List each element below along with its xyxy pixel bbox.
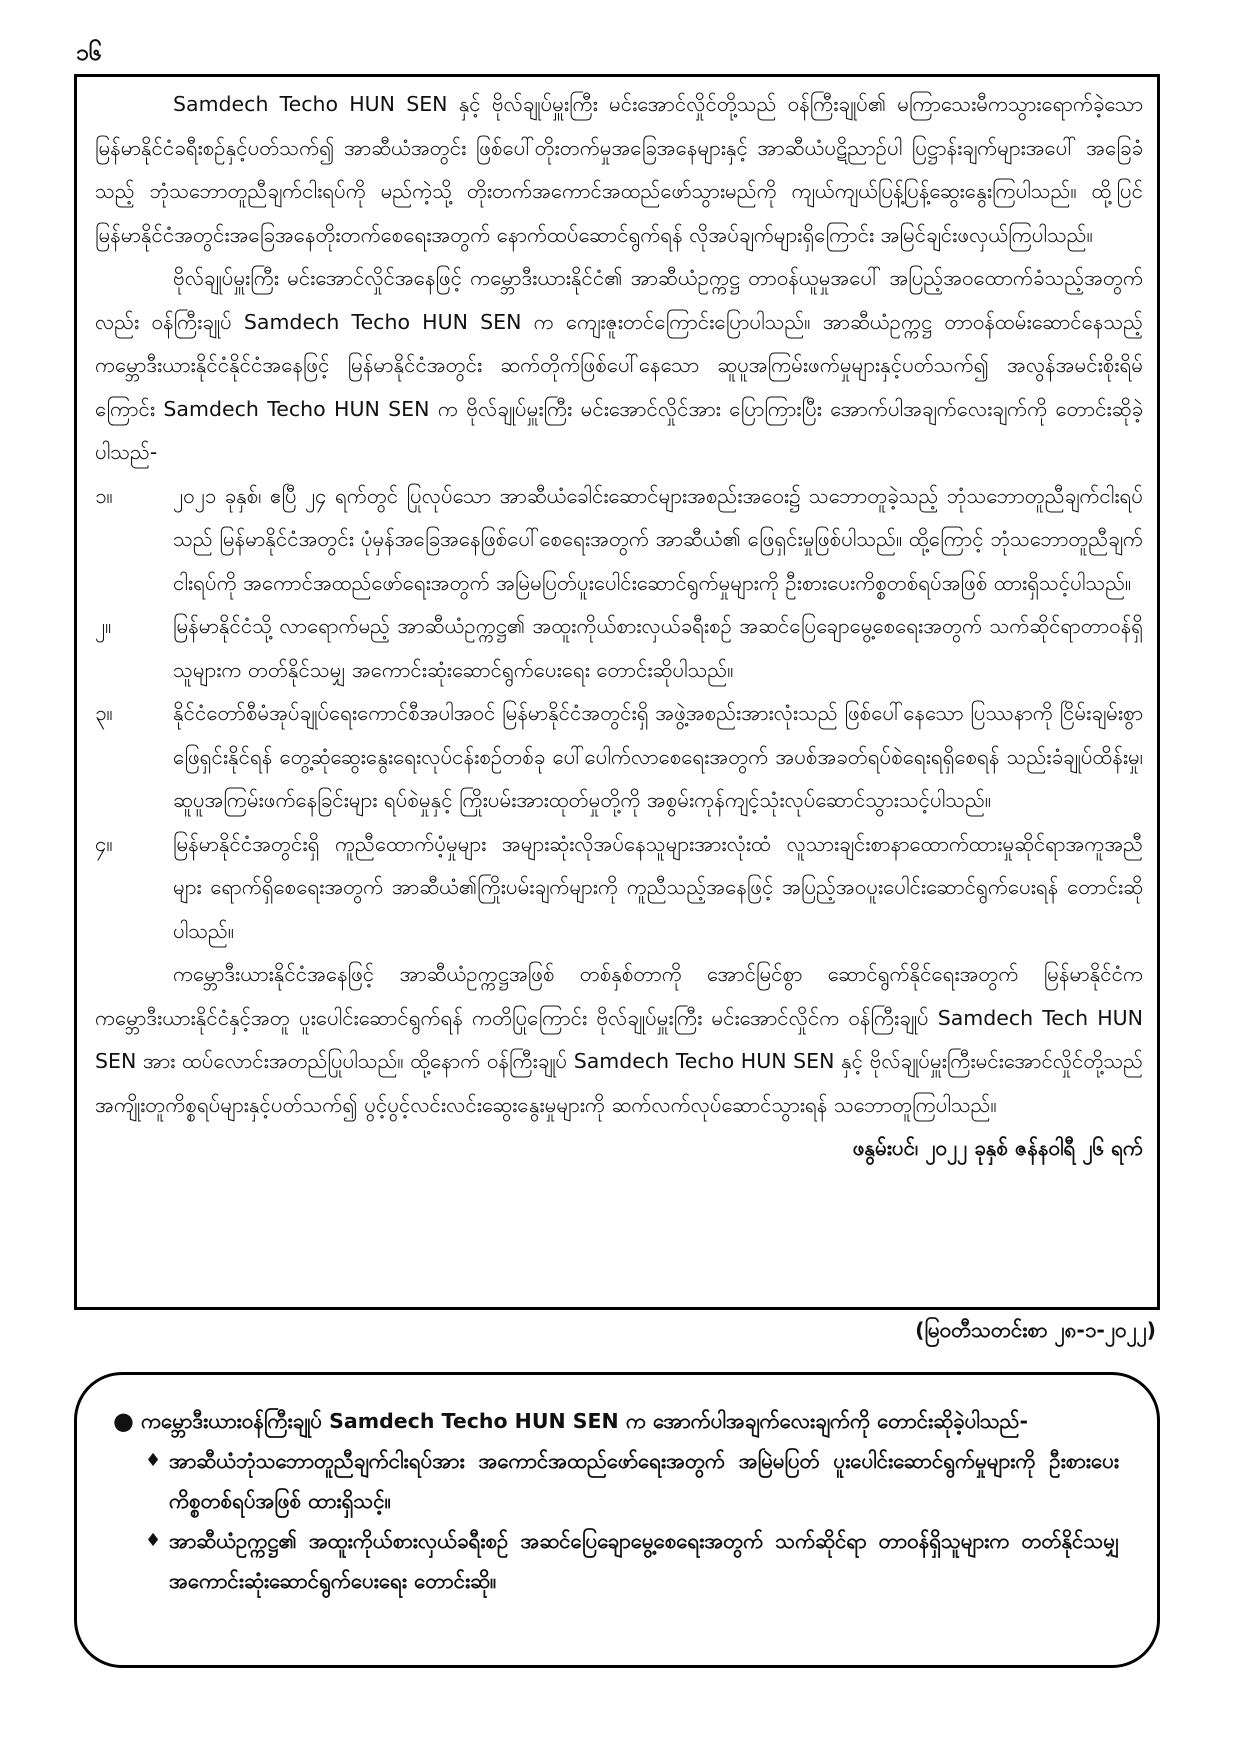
item-text: မြန်မာနိုင်ငံအတွင်းရှိ ကူညီထောက်ပံ့မှုများ အများဆုံးလိုအပ်နေသူများအားလုံးထံ လူသားချင်းစာနာထောက်ထားမှုဆိုင်ရာအကူအညီများ ရောက်ရှိစေရေးအတွက် အာဆီယံ၏ကြိုးပမ်းချက်များကို ကူညီသည့်အနေဖြင့် အပြည့်အဝပူးပေါင်းဆောင်ရွက်ပေးရန် တောင်းဆိုပါသည်။	[173, 831, 1143, 943]
summary-point-text: အာဆီယံဘုံသဘောတူညီချက်ငါးရပ်အား အကောင်အထည်ဖော်ရေးအတွက် အမြဲမပြတ် ပူးပေါင်းဆောင်ရွက်မှုများကို ဦးစားပေးကိစ္စတစ်ရပ်အဖြစ် ထားရှိသင့်။	[169, 1449, 1119, 1513]
item-number: ၃။	[95, 701, 113, 725]
article-paragraph-2: ဗိုလ်ချုပ်မှူးကြီး မင်းအောင်လှိုင်အနေဖြင့် ကမ္ဘောဒီးယားနိုင်ငံ၏ အာဆီယံဥက္ကဋ္ဌ တာဝန်ယူမှုအပေါ် အပြည့်အဝထောက်ခံသည့်အတွက်လည်း ဝန်ကြီးချုပ် Samdech Techo HUN SEN က ကျေးဇူးတင်ကြောင်းပြောပါသည်။ အာဆီယံဥက္ကဋ္ဌ တာဝန်ထမ်းဆောင်နေသည့် ကမ္ဘောဒီးယားနိုင်ငံနိုင်ငံအနေဖြင့် မြန်မာနိုင်ငံအတွင်း ဆက်တိုက်ဖြစ်ပေါ်နေသော ဆူပူအကြမ်းဖက်မှုများနှင့်ပတ်သက်၍ အလွန်အမင်းစိုးရိမ်ကြောင်း Samdech Techo HUN SEN က ဗိုလ်ချုပ်မှူးကြီး မင်းအောင်လှိုင်အား ပြောကြားပြီး အောက်ပါအချက်လေးချက်ကို တောင်းဆိုခဲ့ပါသည်-	[95, 266, 1143, 464]
summary-point-2	[145, 1521, 1119, 1601]
item-number: ၄။	[95, 831, 113, 856]
article-box	[74, 74, 1160, 1310]
numbered-item-2	[95, 605, 1143, 692]
summary-point-1	[145, 1441, 1119, 1521]
summary-point-text: အာဆီယံဥက္ကဋ္ဌ၏ အထူးကိုယ်စားလှယ်ခရီးစဉ် အဆင်ပြေချောမွေ့စေရေးအတွက် သက်ဆိုင်ရာ တာဝန်ရှိသူများက တတ်နိုင်သမျှ အကောင်းဆုံးဆောင်ရွက်ပေးရေး တောင်းဆို။	[169, 1529, 1119, 1593]
numbered-item-3	[95, 692, 1143, 823]
item-number: ၁။	[95, 483, 113, 508]
summary-lead	[107, 1401, 1119, 1441]
article-paragraph-1: Samdech Techo HUN SEN နှင့် ဗိုလ်ချုပ်မှူးကြီး မင်းအောင်လှိုင်တို့သည် ဝန်ကြီးချုပ်၏ မကြာသေးမီကသွားရောက်ခဲ့သော မြန်မာနိုင်ငံခရီးစဉ်နှင့်ပတ်သက်၍ အာဆီယံအတွင်း ဖြစ်ပေါ်တိုးတက်မှုအခြေအနေများနှင့် အာဆီယံပဋိညာဉ်ပါ ပြဋ္ဌာန်းချက်များအပေါ် အခြေခံသည့် ဘုံသဘောတူညီချက်ငါးရပ်ကို မည်ကဲ့သို့ တိုးတက်အကောင်အထည်ဖော်သွားမည်ကို ကျယ်ကျယ်ပြန့်ပြန့်ဆွေးနွေးကြပါသည်။ ထို့ပြင် မြန်မာနိုင်ငံအတွင်းအခြေအနေတိုးတက်စေရေးအတွက် နောက်ထပ်ဆောင်ရွက်ရန် လိုအပ်ချက်များရှိကြောင်း အမြင်ချင်းဖလှယ်ကြပါသည်။	[95, 92, 1143, 247]
item-number: ၂။	[95, 614, 112, 638]
numbered-item-4	[95, 823, 1143, 954]
item-text: မြန်မာနိုင်ငံသို့ လာရောက်မည့် အာဆီယံဥက္ကဋ္ဌ၏ အထူးကိုယ်စားလှယ်ခရီးစဉ် အဆင်ပြေချောမွေ့စေရေးအတွက် သက်ဆိုင်ရာတာဝန်ရှိသူများက တတ်နိုင်သမျှ အကောင်းဆုံးဆောင်ရွက်ပေးရေး တောင်းဆိုပါသည်။	[173, 614, 1143, 682]
numbered-item-1	[95, 475, 1143, 606]
item-text: ၂၀၂၁ ခုနှစ်၊ ဧပြီ ၂၄ ရက်တွင် ပြုလုပ်သော အာဆီယံခေါင်းဆောင်များအစည်းအဝေး၌ သဘောတူခဲ့သည့် ဘုံသဘောတူညီချက်ငါးရပ်သည် မြန်မာနိုင်ငံအတွင်း ပုံမှန်အခြေအနေဖြစ်ပေါ်စေရေးအတွက် အာဆီယံ၏ ဖြေရှင်းမှုဖြစ်ပါသည်။ ထို့ကြောင့် ဘုံသဘောတူညီချက်ငါးရပ်ကို အကောင်အထည်ဖော်ရေးအတွက် အမြဲမပြတ်ပူးပေါင်းဆောင်ရွက်မှုများကို ဦးစားပေးကိစ္စတစ်ရပ်အဖြစ် ထားရှိသင့်ပါသည်။	[173, 483, 1143, 595]
page-number: ၁၆	[76, 40, 102, 66]
summary-box	[74, 1372, 1160, 1668]
bullet-icon: ●	[113, 1407, 134, 1435]
dateline: ဖနွမ်းပင်၊ ၂၀၂၂ ခုနှစ် ဇန်နဝါရီ ၂၆ ရက်	[852, 1136, 1143, 1160]
item-text: နိုင်ငံတော်စီမံအုပ်ချုပ်ရေးကောင်စီအပါအဝင် မြန်မာနိုင်ငံအတွင်းရှိ အဖွဲ့အစည်းအားလုံးသည် ဖြစ်ပေါ်နေသော ပြဿနာကို ငြိမ်းချမ်းစွာ ဖြေရှင်းနိုင်ရန် တွေ့ဆုံဆွေးနွေးရေးလုပ်ငန်းစဉ်တစ်ခု ပေါ်ပေါက်လာစေရေးအတွက် အပစ်အခတ်ရပ်စဲရေးရရှိစေရန် သည်းခံချုပ်ထိန်းမှု၊ ဆူပူအကြမ်းဖက်နေခြင်းများ ရပ်စဲမှုနှင့် ကြိုးပမ်းအားထုတ်မှုတို့ကို အစွမ်းကုန်ကျင့်သုံးလုပ်ဆောင်သွားသင့်ပါသည်။	[173, 701, 1143, 812]
summary-lead-text: ကမ္ဘောဒီးယားဝန်ကြီးချုပ် Samdech Techo HUN SEN က အောက်ပါအချက်လေးချက်ကို တောင်းဆိုခဲ့ပါသည်-	[141, 1409, 1028, 1433]
source-citation: (မြဝတီသတင်းစာ ၂၈-၁-၂၀၂၂)	[915, 1318, 1156, 1342]
article-closing-paragraph: ကမ္ဘောဒီးယားနိုင်ငံအနေဖြင့် အာဆီယံဥက္ကဋ္ဌအဖြစ် တစ်နှစ်တာကို အောင်မြင်စွာ ဆောင်ရွက်နိုင်ရေးအတွက် မြန်မာနိုင်ငံက ကမ္ဘောဒီးယားနိုင်ငံနှင့်အတူ ပူးပေါင်းဆောင်ရွက်ရန် ကတိပြုကြောင်း ဗိုလ်ချုပ်မှူးကြီး မင်းအောင်လှိုင်က ဝန်ကြီးချုပ် Samdech Tech HUN SEN အား ထပ်လောင်းအတည်ပြုပါသည်။ ထို့နောက် ဝန်ကြီးချုပ် Samdech Techo HUN SEN နှင့် ဗိုလ်ချုပ်မှူးကြီးမင်းအောင်လှိုင်တို့သည် အကျိုးတူကိစ္စရပ်များနှင့်ပတ်သက်၍ ပွင့်ပွင့်လင်းလင်းဆွေးနွေးမှုများကို ဆက်လက်လုပ်ဆောင်သွားရန် သဘောတူကြပါသည်။	[95, 962, 1143, 1117]
diamond-icon: ♦	[145, 1450, 162, 1471]
diamond-icon: ♦	[145, 1530, 162, 1551]
